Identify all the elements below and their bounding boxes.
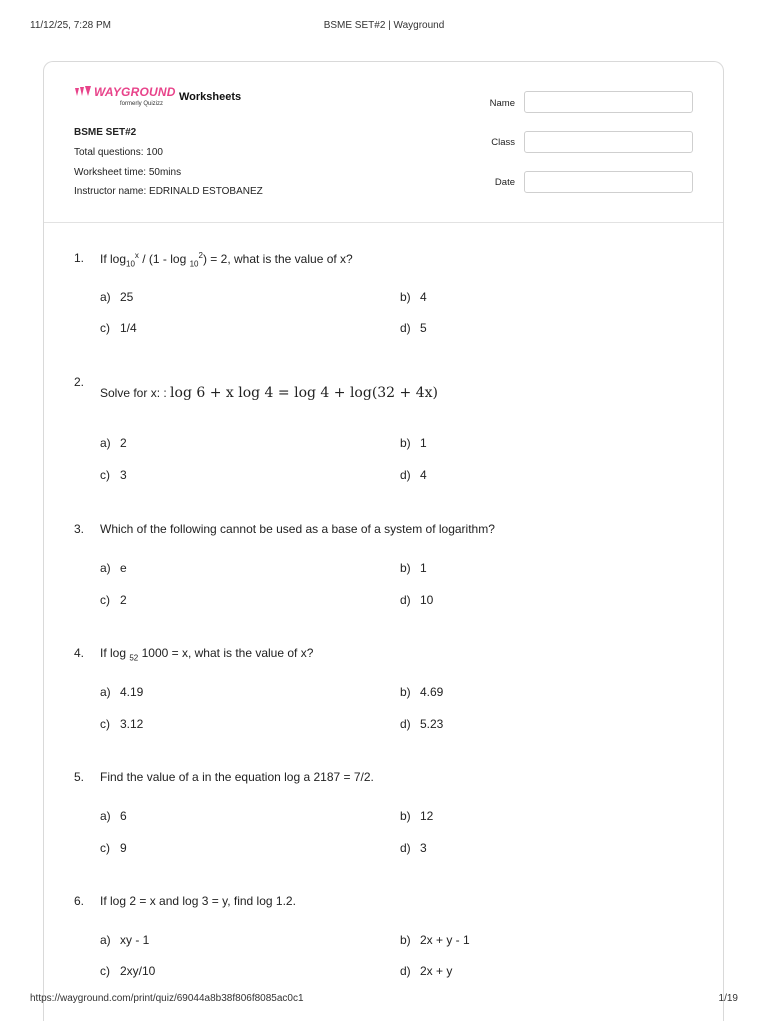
class-label: Class [491,137,515,148]
name-field[interactable] [524,91,693,113]
question-text: If log 2 = x and log 3 = y, find log 1.2. [100,894,296,908]
question-text: Solve for x: : log 6 + x log 4 = log 4 + log(32 + 4x) [100,385,438,401]
question-text: If log $_{52}$ 1000 = x, what is the value of x? [100,646,314,663]
date-label: Date [494,177,515,188]
option-c: c) 9 [100,841,127,855]
option-d: d) 4 [400,468,427,482]
option-a: a) 4.19 [100,685,144,699]
question-number: 4. [74,646,85,660]
question-text: If $\log_{10}^x / (1 - \log _{10}^2) = 2$, what is the value of x? [100,251,353,269]
question-number: 5. [74,770,85,784]
option-b: b) 1 [400,561,427,575]
option-d: d) 5 [400,321,427,335]
section-title: Worksheets [179,91,242,103]
option-b: b) 12 [400,809,434,823]
option-c: c) 3 [100,468,127,482]
option-c: c) 2xy/10 [100,964,156,978]
option-d: d) 3 [400,841,427,855]
question-number: 2. [74,375,85,389]
option-b: b) 4 [400,290,427,304]
option-a: a) 25 [100,290,134,304]
worksheet-header [44,62,723,223]
option-d: d) 2x + y [400,964,453,978]
option-a: a) 2 [100,436,127,450]
total-questions: Total questions: 100 [74,147,163,158]
math-equation: log 6 + x log 4 = log 4 + log(32 + 4x) [170,385,438,401]
question-text: Find the value of a in the equation log a 2187 = 7/2. [100,770,374,784]
logo-wordmark: WAYGROUND [94,85,176,99]
instructor-name: Instructor name: EDRINALD ESTOBANEZ [74,186,263,197]
print-url: https://wayground.com/print/quiz/69044a8b38f806f8085ac0c1 [30,993,304,1004]
name-label: Name [489,98,515,109]
option-a: a) xy - 1 [100,933,150,947]
wayground-logo [74,85,174,113]
wayground-logo-icon [74,86,94,98]
worksheet-time: Worksheet time: 50mins [74,167,182,178]
worksheet-title: BSME SET#2 [74,127,137,138]
option-a: a) 6 [100,809,127,823]
print-datetime: 11/12/25, 7:28 PM [30,20,111,31]
print-page-number: 1/19 [718,993,738,1004]
class-field[interactable] [524,131,693,153]
option-c: c) 2 [100,593,127,607]
logo-formerly: formerly Quizizz [120,101,164,107]
option-a: a) e [100,561,127,575]
question-text: Which of the following cannot be used as a base of a system of logarithm? [100,522,495,536]
option-d: d) 10 [400,593,434,607]
option-b: b) 1 [400,436,427,450]
worksheet [43,61,724,1021]
question-number: 6. [74,894,85,908]
option-d: d) 5.23 [400,717,444,731]
option-c: c) 3.12 [100,717,144,731]
option-c: c) 1/4 [100,321,137,335]
question-number: 3. [74,522,85,536]
option-b: b) 2x + y - 1 [400,933,470,947]
date-field[interactable] [524,171,693,193]
print-page-title: BSME SET#2 | Wayground [323,20,445,31]
question-number: 1. [74,251,85,265]
option-b: b) 4.69 [400,685,444,699]
